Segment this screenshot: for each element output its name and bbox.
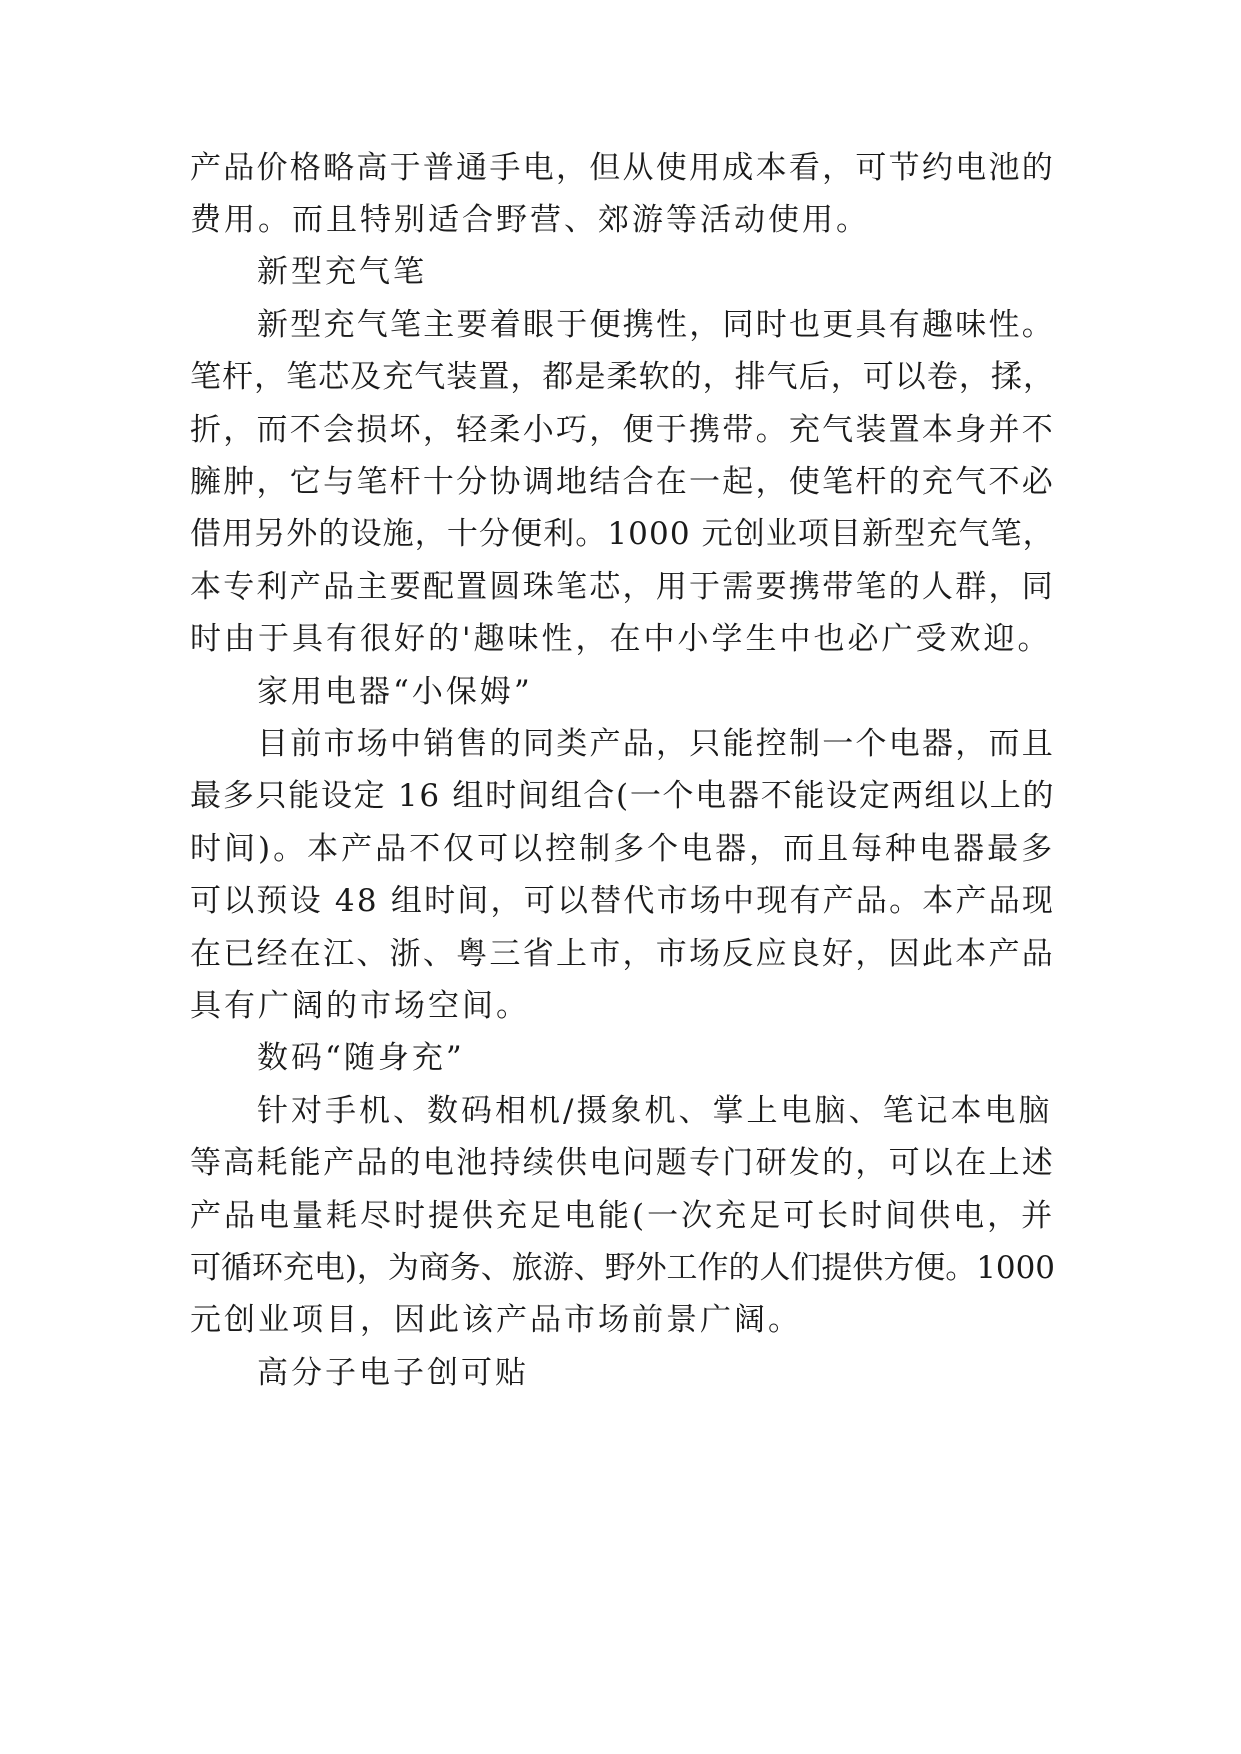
section-heading-digital-charger: 数码“随身充” (257, 1040, 465, 1076)
paragraph-line: 可循环充电)，为商务、旅游、野外工作的人们提供方便。1000 (190, 1250, 1055, 1286)
section-heading-inflatable-pen: 新型充气笔 (257, 254, 427, 290)
paragraph-line: 时间)。本产品不仅可以控制多个电器，而且每种电器最多 (190, 831, 1056, 867)
paragraph-line: 针对手机、数码相机/摄象机、掌上电脑、笔记本电脑 (257, 1093, 1053, 1129)
paragraph-line: 时由于具有很好的'趣味性，在中小学生中也必广受欢迎。 (190, 621, 1052, 657)
section-heading-electronic-bandage: 高分子电子创可贴 (257, 1355, 529, 1391)
paragraph-line: 笔杆，笔芯及充气装置，都是柔软的，排气后，可以卷，揉， (190, 359, 1055, 395)
paragraph-line: 产品价格略高于普通手电，但从使用成本看，可节约电池的 (190, 150, 1055, 186)
paragraph-line: 目前市场中销售的同类产品，只能控制一个电器，而且 (257, 726, 1055, 762)
paragraph-line: 借用另外的设施，十分便利。1000 元创业项目新型充气笔， (190, 516, 1055, 552)
section-heading-home-appliance: 家用电器“小保姆” (257, 674, 533, 710)
paragraph-line: 可以预设 48 组时间，可以替代市场中现有产品。本产品现 (190, 883, 1056, 919)
paragraph-line: 具有广阔的市场空间。 (190, 988, 530, 1024)
paragraph-line: 最多只能设定 16 组时间组合(一个电器不能设定两组以上的 (190, 778, 1056, 814)
paragraph-line: 等高耗能产品的电池持续供电问题专门研发的，可以在上述 (190, 1145, 1055, 1181)
paragraph-line: 折，而不会损坏，轻柔小巧，便于携带。充气装置本身并不 (190, 412, 1055, 448)
paragraph-line: 在已经在江、浙、粤三省上市，市场反应良好，因此本产品 (190, 936, 1055, 972)
paragraph-line: 臃肿，它与笔杆十分协调地结合在一起，使笔杆的充气不必 (190, 464, 1055, 500)
paragraph-line: 本专利产品主要配置圆珠笔芯，用于需要携带笔的人群，同 (190, 569, 1055, 605)
paragraph-line: 产品电量耗尽时提供充足电能(一次充足可长时间供电，并 (190, 1198, 1056, 1234)
paragraph-line: 元创业项目，因此该产品市场前景广阔。 (190, 1302, 802, 1338)
paragraph-line: 新型充气笔主要着眼于便携性，同时也更具有趣味性。 (257, 307, 1055, 343)
paragraph-line: 费用。而且特别适合野营、郊游等活动使用。 (190, 202, 870, 238)
